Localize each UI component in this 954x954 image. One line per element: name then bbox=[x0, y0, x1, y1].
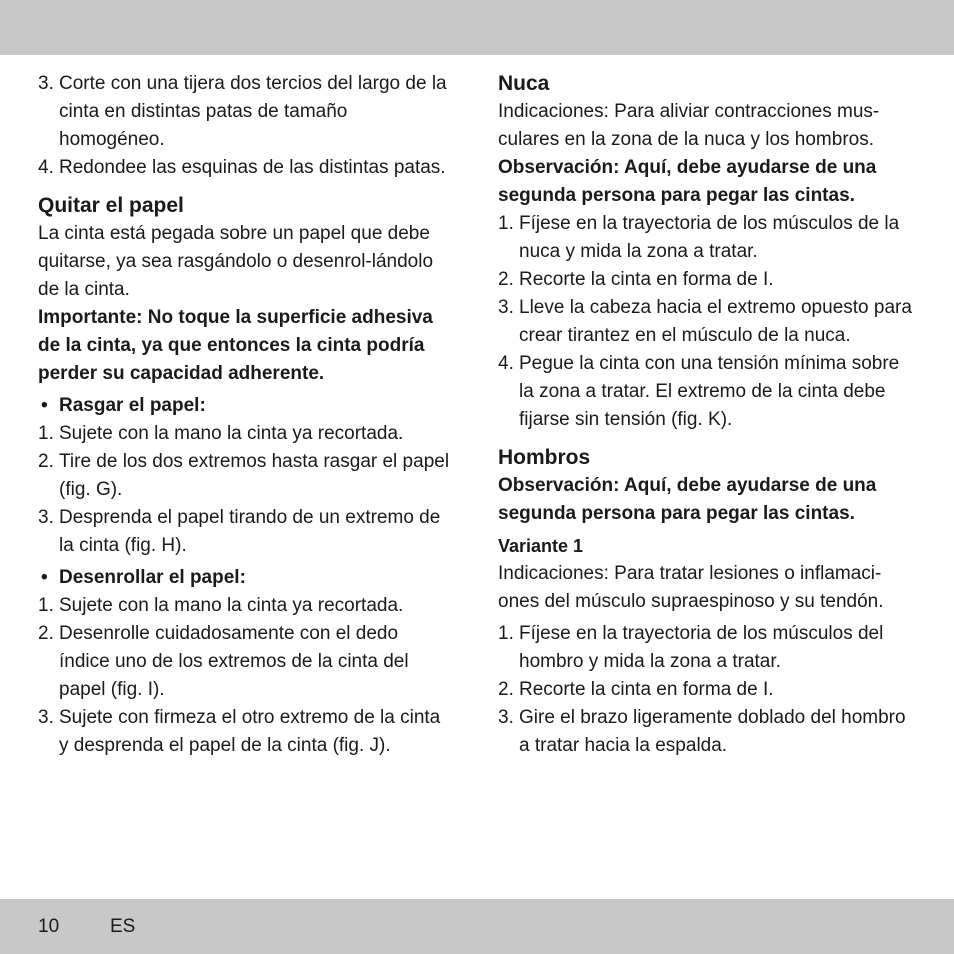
bullet-heading-rasgar bbox=[38, 392, 450, 420]
list-item bbox=[38, 592, 450, 620]
step-text: Redondee las esquinas de las distintas patas. bbox=[59, 157, 446, 178]
bullet-label: Desenrollar el papel: bbox=[59, 567, 246, 588]
step-text: Sujete con la mano la cinta ya recortada. bbox=[59, 595, 404, 616]
step-text: Gire el brazo ligeramente doblado del hombro a tratar hacia la espalda. bbox=[519, 707, 906, 756]
list-item bbox=[498, 266, 918, 294]
right-column bbox=[498, 70, 918, 760]
list-item bbox=[38, 70, 450, 154]
bullet-icon: • bbox=[41, 567, 48, 588]
step-number: 3. bbox=[38, 73, 54, 94]
step-text: Corte con una tijera dos tercios del largo de la cinta en distintas patas de tamaño homogéneo. bbox=[59, 73, 447, 150]
step-number: 1. bbox=[498, 623, 514, 644]
list-item bbox=[38, 704, 450, 760]
step-number: 1. bbox=[38, 423, 54, 444]
step-number: 4. bbox=[38, 157, 54, 178]
list-item bbox=[498, 620, 918, 676]
paragraph: Indicaciones: Para tratar lesiones o inflamaci-ones del músculo supraespinoso y su tendón. bbox=[498, 563, 884, 612]
bullet-icon: • bbox=[41, 395, 48, 416]
left-column bbox=[38, 70, 450, 760]
step-number: 2. bbox=[38, 623, 54, 644]
step-number: 2. bbox=[498, 679, 514, 700]
step-number: 4. bbox=[498, 353, 514, 374]
important-note: Importante: No toque la superficie adhesiva de la cinta, ya que entonces la cinta podría perder su capacidad adherente. bbox=[38, 307, 433, 384]
steps-list-nuca bbox=[498, 210, 918, 434]
paragraph: La cinta está pegada sobre un papel que debe quitarse, ya sea rasgándolo o desenrol-lándolo de la cinta. bbox=[38, 223, 434, 300]
observation-note: Observación: Aquí, debe ayudarse de una segunda persona para pegar las cintas. bbox=[498, 157, 877, 206]
step-number: 1. bbox=[38, 595, 54, 616]
section-heading-quitar: Quitar el papel bbox=[38, 194, 184, 217]
step-text: Lleve la cabeza hacia el extremo opuesto para crear tirantez en el músculo de la nuca. bbox=[519, 297, 912, 346]
list-item bbox=[38, 154, 450, 182]
list-item bbox=[498, 676, 918, 704]
step-text: Fíjese en la trayectoria de los músculos de la nuca y mida la zona a tratar. bbox=[519, 213, 900, 262]
page-number: 10 bbox=[38, 916, 60, 937]
step-number: 3. bbox=[498, 707, 514, 728]
section-heading-nuca: Nuca bbox=[498, 72, 550, 95]
bullet-label: Rasgar el papel: bbox=[59, 395, 206, 416]
step-number: 3. bbox=[498, 297, 514, 318]
step-text: Desenrolle cuidadosamente con el dedo índice uno de los extremos de la cinta del papel (fig. I). bbox=[59, 623, 409, 700]
steps-list-rasgar bbox=[38, 420, 450, 560]
list-item bbox=[498, 210, 918, 266]
paragraph: Indicaciones: Para aliviar contracciones mus-culares en la zona de la nuca y los hombros. bbox=[498, 101, 880, 150]
step-number: 2. bbox=[498, 269, 514, 290]
variant-heading: Variante 1 bbox=[498, 536, 584, 556]
step-text: Recorte la cinta en forma de I. bbox=[519, 269, 774, 290]
observation-note: Observación: Aquí, debe ayudarse de una segunda persona para pegar las cintas. bbox=[498, 475, 877, 524]
language-code: ES bbox=[110, 916, 136, 937]
bullet-heading-desenrollar bbox=[38, 564, 450, 592]
steps-list-hombros bbox=[498, 620, 918, 760]
list-item bbox=[498, 350, 918, 434]
list-item bbox=[498, 294, 918, 350]
header-band bbox=[0, 0, 954, 55]
step-text: Recorte la cinta en forma de I. bbox=[519, 679, 774, 700]
step-text: Desprenda el papel tirando de un extremo de la cinta (fig. H). bbox=[59, 507, 441, 556]
section-heading-hombros: Hombros bbox=[498, 446, 591, 469]
step-text: Sujete con firmeza el otro extremo de la cinta y desprenda el papel de la cinta (fig. J). bbox=[59, 707, 441, 756]
list-item bbox=[38, 448, 450, 504]
list-item bbox=[38, 620, 450, 704]
steps-list-desenrollar bbox=[38, 592, 450, 760]
step-number: 3. bbox=[38, 507, 54, 528]
footer-band bbox=[0, 899, 954, 954]
step-text: Tire de los dos extremos hasta rasgar el papel (fig. G). bbox=[59, 451, 450, 500]
step-number: 1. bbox=[498, 213, 514, 234]
step-number: 2. bbox=[38, 451, 54, 472]
list-item bbox=[38, 420, 450, 448]
step-text: Pegue la cinta con una tensión mínima sobre la zona a tratar. El extremo de la cinta debe fijarse sin tensión (fig. K). bbox=[519, 353, 900, 430]
list-item bbox=[38, 504, 450, 560]
list-item bbox=[498, 704, 918, 760]
steps-list-continued bbox=[38, 70, 450, 182]
step-text: Fíjese en la trayectoria de los músculos del hombro y mida la zona a tratar. bbox=[519, 623, 884, 672]
step-text: Sujete con la mano la cinta ya recortada. bbox=[59, 423, 404, 444]
step-number: 3. bbox=[38, 707, 54, 728]
